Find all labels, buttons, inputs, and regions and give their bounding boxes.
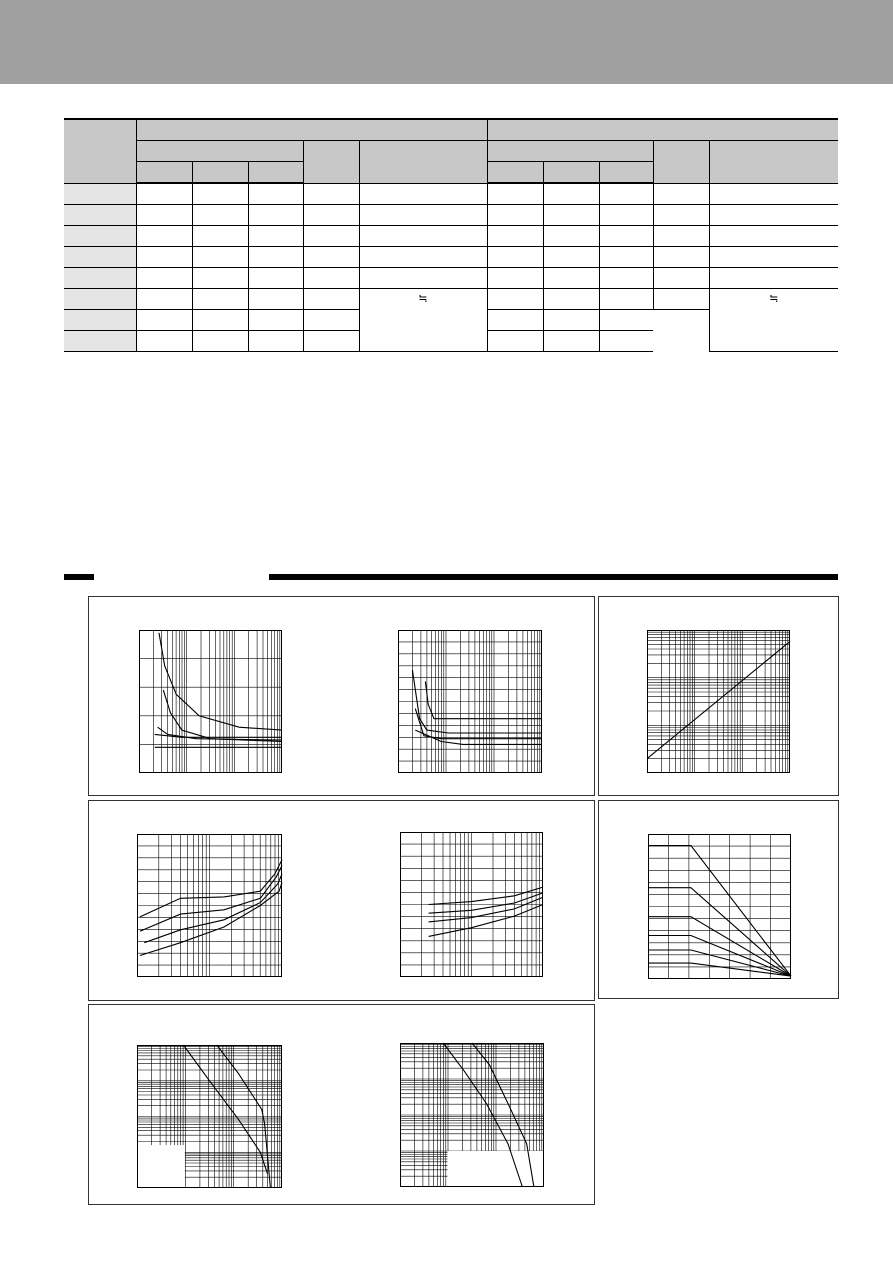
plot-frame <box>648 631 790 773</box>
table-header-row-1 <box>64 119 838 141</box>
header-cell <box>136 119 487 141</box>
inset-box <box>448 1151 544 1187</box>
header-cell <box>136 141 303 162</box>
chart-4 <box>137 834 282 977</box>
header-cell <box>136 162 192 184</box>
chart-7 <box>137 1045 282 1188</box>
section-rule-right <box>269 574 838 580</box>
header-cell <box>543 162 599 184</box>
header-cell <box>192 162 248 184</box>
inset-box <box>137 1145 185 1188</box>
chart-3 <box>647 630 790 773</box>
header-cell <box>599 162 653 184</box>
approx-cell-a: ≒ <box>359 289 487 352</box>
chart-2 <box>398 630 542 773</box>
header-banner <box>0 0 893 84</box>
header-cell <box>64 119 136 183</box>
table-row <box>64 268 838 289</box>
chart-6 <box>648 834 791 979</box>
approx-cell-b: ≒ <box>709 289 838 352</box>
chart-8 <box>400 1043 544 1187</box>
series-1-line <box>183 1045 267 1174</box>
header-cell <box>653 141 709 184</box>
series-3-line <box>144 874 282 943</box>
table-row <box>64 247 838 268</box>
table-row <box>64 183 838 205</box>
table-row <box>64 226 838 247</box>
series-1-line <box>647 641 790 758</box>
spec-table <box>64 118 838 352</box>
series-6-line <box>648 963 791 976</box>
plot-frame <box>140 631 282 773</box>
table-row <box>64 205 838 226</box>
header-cell <box>487 119 838 141</box>
header-cell <box>709 141 838 184</box>
chart-5 <box>400 832 543 977</box>
table-header-row-2 <box>64 141 838 162</box>
header-cell <box>487 141 653 162</box>
header-cell <box>359 141 487 184</box>
header-cell <box>303 141 359 184</box>
series-1-line <box>429 887 543 904</box>
series-2-line <box>140 866 282 932</box>
header-cell <box>248 162 303 184</box>
series-3-line <box>429 897 543 922</box>
section-rule-left <box>64 574 94 580</box>
table-row <box>64 289 838 310</box>
chart-1 <box>139 630 282 773</box>
header-cell <box>487 162 543 184</box>
series-1-line <box>140 860 282 917</box>
